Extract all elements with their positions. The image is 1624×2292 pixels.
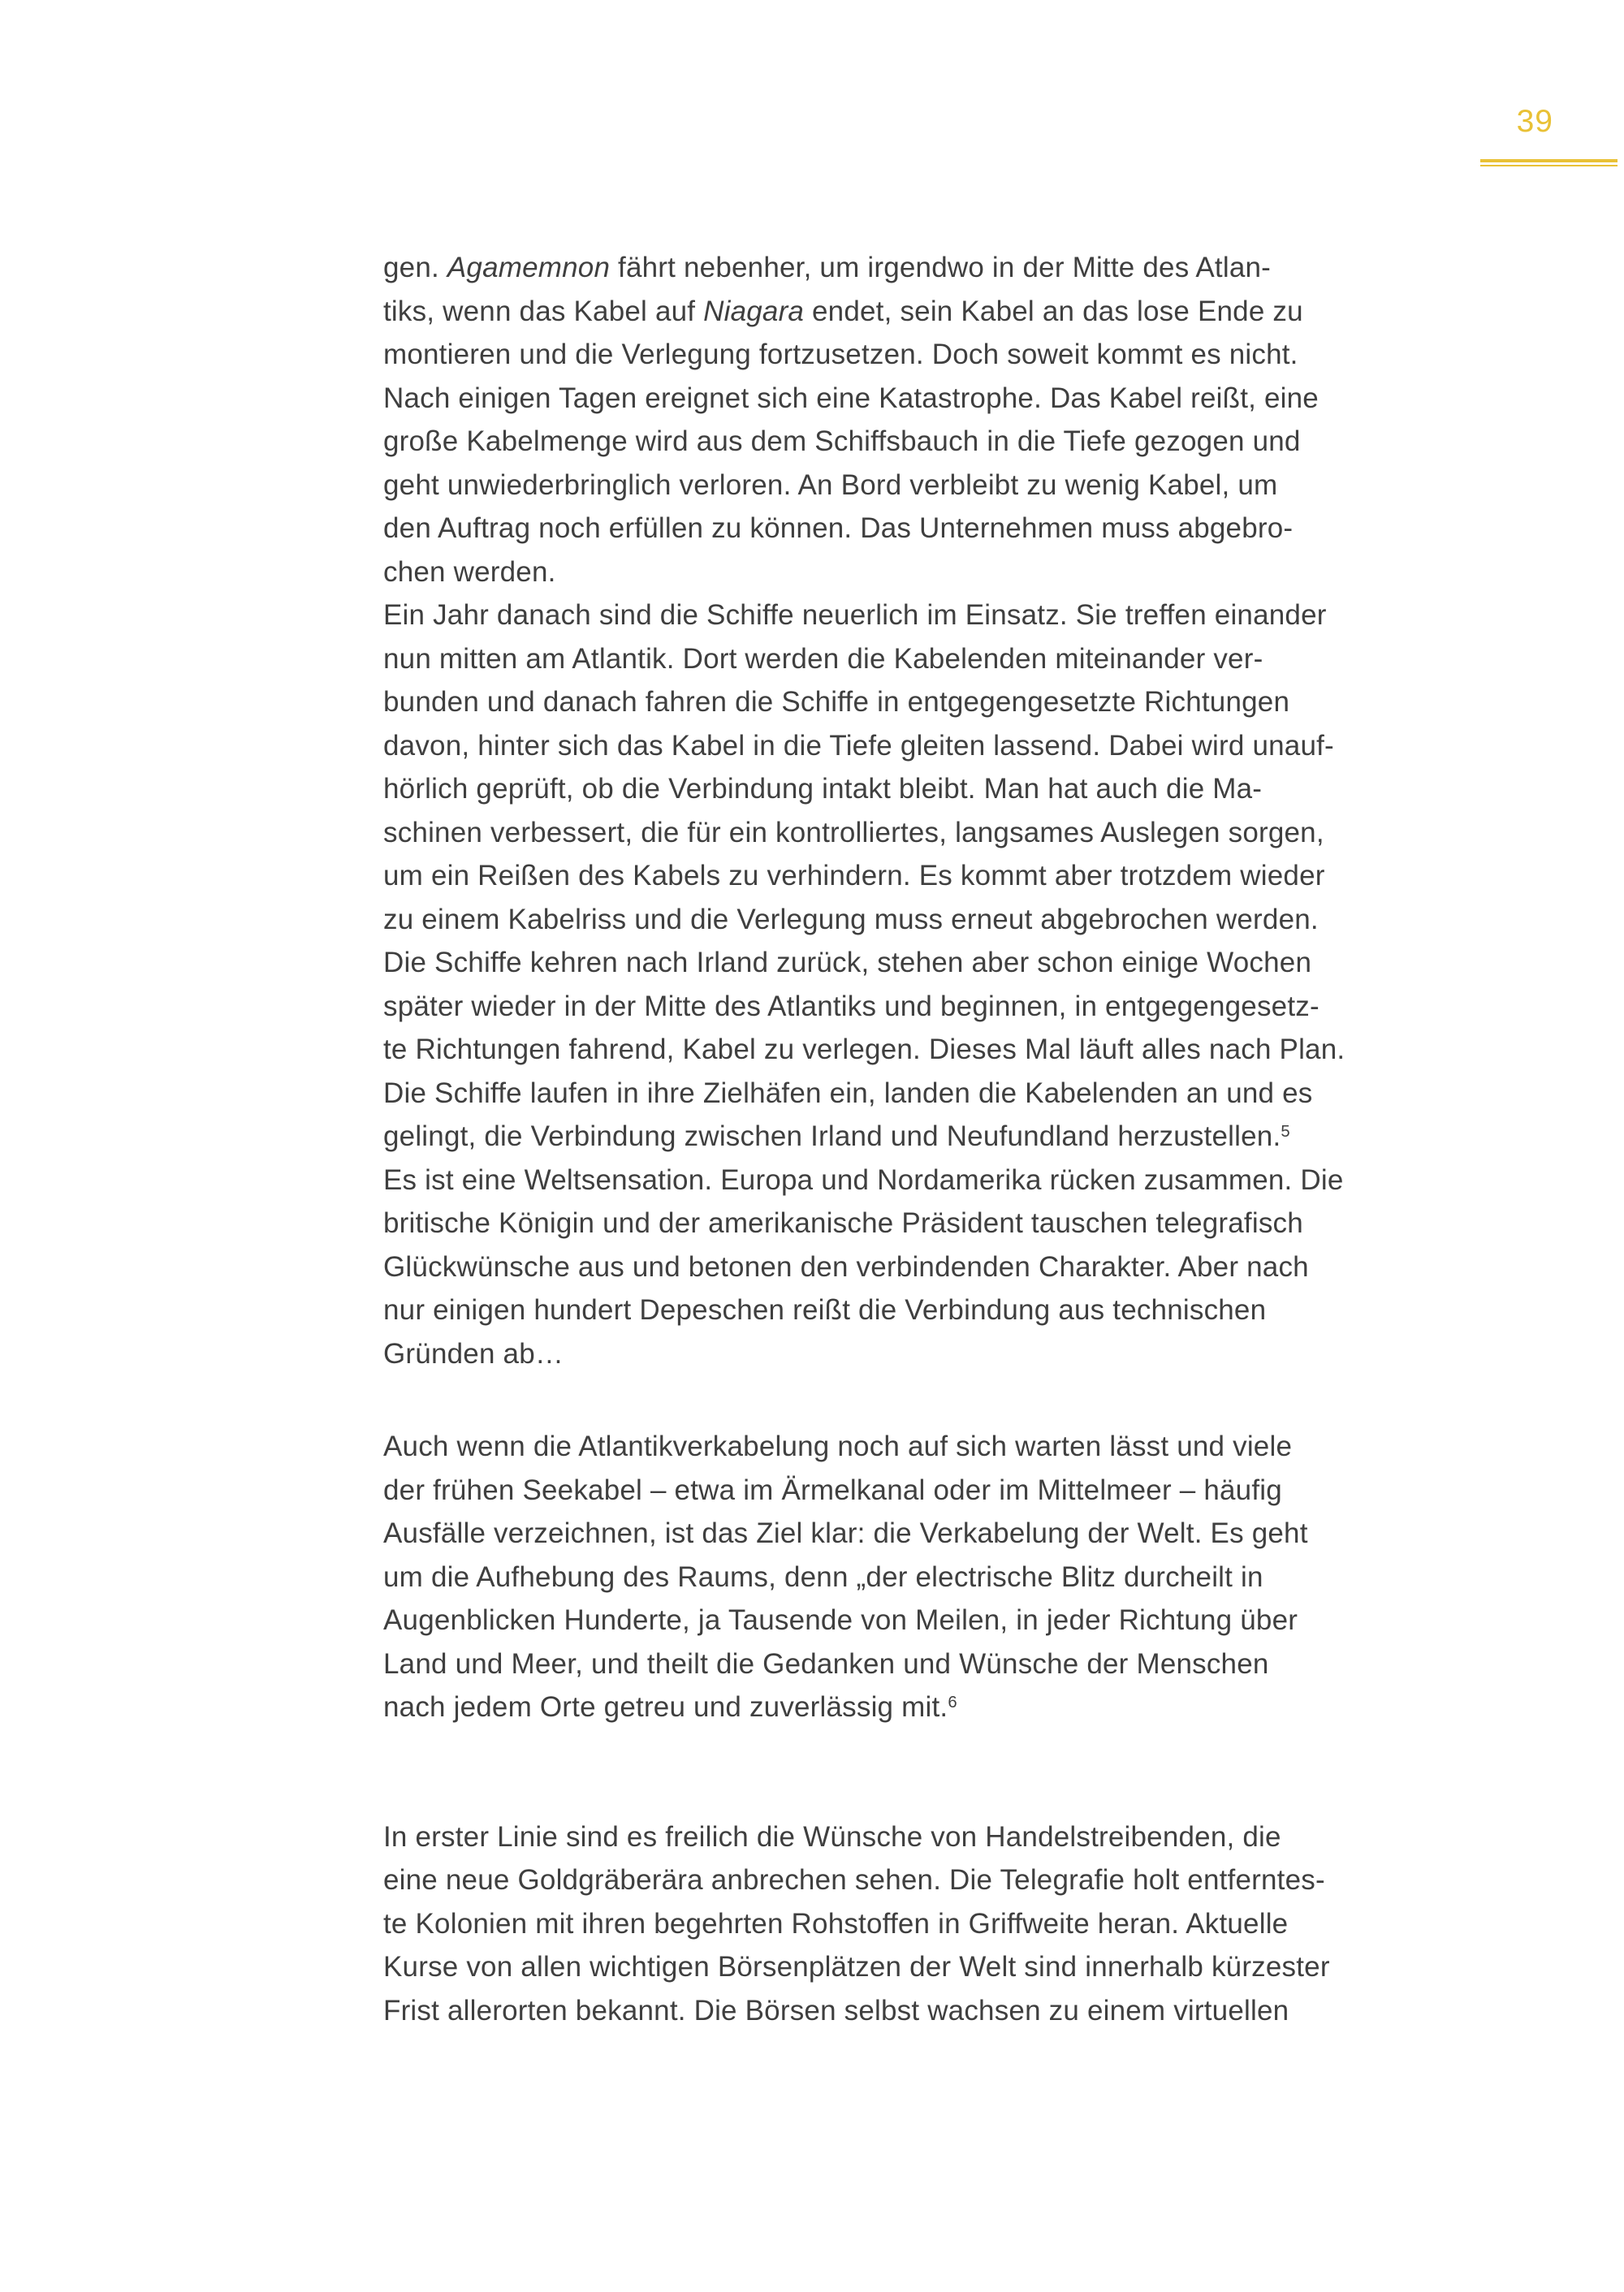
- paragraph-1: [383, 246, 1439, 594]
- text-line: um die Aufhebung des Raums, denn „der electrische Blitz durcheilt in: [383, 1560, 1263, 1593]
- text-line: bunden und danach fahren die Schiffe in entgegengesetzte Richtungen: [383, 686, 1290, 718]
- text-line: zu einem Kabelriss und die Verlegung muss erneut abgebrochen werden.: [383, 903, 1319, 935]
- text-line: britische Königin und der amerikanische Präsident tauschen telegrafisch: [383, 1207, 1303, 1239]
- text-line: später wieder in der Mitte des Atlantiks und beginnen, in entgegengesetz-: [383, 990, 1320, 1022]
- text-line: Frist allerorten bekannt. Die Börsen selbst wachsen zu einem virtuellen: [383, 1994, 1289, 2027]
- text-line: Die Schiffe laufen in ihre Zielhäfen ein, landen die Kabelenden an und es: [383, 1077, 1313, 1109]
- paragraph-4: [383, 1815, 1439, 2033]
- text-column: [383, 246, 1439, 2032]
- text-line: gelingt, die Verbindung zwischen Irland und Neufundland herzustellen.$^5$: [383, 1120, 1290, 1152]
- text-line: Gründen ab…: [383, 1337, 564, 1370]
- text-line: nach jedem Orte getreu und zuverlässig mit.$^6$: [383, 1691, 957, 1723]
- paragraph-3: [383, 1425, 1439, 1729]
- text-line: um ein Reißen des Kabels zu verhindern. Es kommt aber trotzdem wieder: [383, 860, 1325, 891]
- text-line: den Auftrag noch erfüllen zu können. Das Unternehmen muss abgebro-: [383, 512, 1294, 544]
- page-number: 39: [1516, 104, 1553, 139]
- text-line: nur einigen hundert Depeschen reißt die Verbindung aus technischen: [383, 1294, 1267, 1326]
- text-line: Augenblicken Hunderte, ja Tausende von Meilen, in jeder Richtung über: [383, 1604, 1298, 1636]
- text-line: geht unwiederbringlich verloren. An Bord verbleibt zu wenig Kabel, um: [383, 468, 1278, 501]
- text-line: Ein Jahr danach sind die Schiffe neuerlich im Einsatz. Sie treffen einander: [383, 599, 1327, 631]
- text-line: Ausfälle verzeichnen, ist das Ziel klar: die Verkabelung der Welt. Es geht: [383, 1517, 1308, 1549]
- text-line: Auch wenn die Atlantikverkabelung noch auf sich warten lässt und viele: [383, 1431, 1293, 1462]
- text-line: nun mitten am Atlantik. Dort werden die Kabelenden miteinander ver-: [383, 642, 1263, 675]
- header-rule-divider: [1480, 159, 1618, 166]
- text-line: te Richtungen fahrend, Kabel zu verlegen. Dieses Mal läuft alles nach Plan.: [383, 1034, 1345, 1065]
- text-line: schinen verbessert, die für ein kontrolliertes, langsames Auslegen sorgen,: [383, 816, 1324, 848]
- text-line: hörlich geprüft, ob die Verbindung intakt bleibt. Man hat auch die Ma-: [383, 773, 1263, 805]
- text-line: Kurse von allen wichtigen Börsenplätzen der Welt sind innerhalb kürzester: [383, 1951, 1330, 1983]
- text-line: In erster Linie sind es freilich die Wünsche von Handelstreibenden, die: [383, 1820, 1281, 1853]
- text-line: große Kabelmenge wird aus dem Schiffsbauch in die Tiefe gezogen und: [383, 425, 1301, 457]
- text-line: Glückwünsche aus und betonen den verbindenden Charakter. Aber nach: [383, 1250, 1309, 1283]
- text-line: der frühen Seekabel – etwa im Ärmelkanal oder im Mittelmeer – häufig: [383, 1474, 1282, 1506]
- text-line: te Kolonien mit ihren begehrten Rohstoffen in Griffweite heran. Aktuelle: [383, 1907, 1289, 1940]
- text-line: Die Schiffe kehren nach Irland zurück, stehen aber schon einige Wochen: [383, 947, 1312, 978]
- text-line: Land und Meer, und theilt die Gedanken und Wünsche der Menschen: [383, 1647, 1269, 1680]
- text-line: montieren und die Verlegung fortzusetzen. Doch soweit kommt es nicht.: [383, 339, 1298, 370]
- paragraph-2: [383, 594, 1439, 1375]
- text-line: Es ist eine Weltsensation. Europa und Nordamerika rücken zusammen. Die: [383, 1163, 1344, 1196]
- text-line: davon, hinter sich das Kabel in die Tiefe gleiten lassend. Dabei wird unauf-: [383, 729, 1334, 762]
- text-line: gen. Agamemnon fährt nebenher, um irgendwo in der Mitte des Atlan-: [383, 252, 1272, 283]
- text-line: Nach einigen Tagen ereignet sich eine Katastrophe. Das Kabel reißt, eine: [383, 382, 1319, 414]
- text-line: chen werden.: [383, 555, 556, 588]
- text-line: tiks, wenn das Kabel auf Niagara endet, sein Kabel an das lose Ende zu: [383, 295, 1303, 327]
- text-line: eine neue Goldgräberära anbrechen sehen. Die Telegrafie holt entferntes-: [383, 1864, 1325, 1896]
